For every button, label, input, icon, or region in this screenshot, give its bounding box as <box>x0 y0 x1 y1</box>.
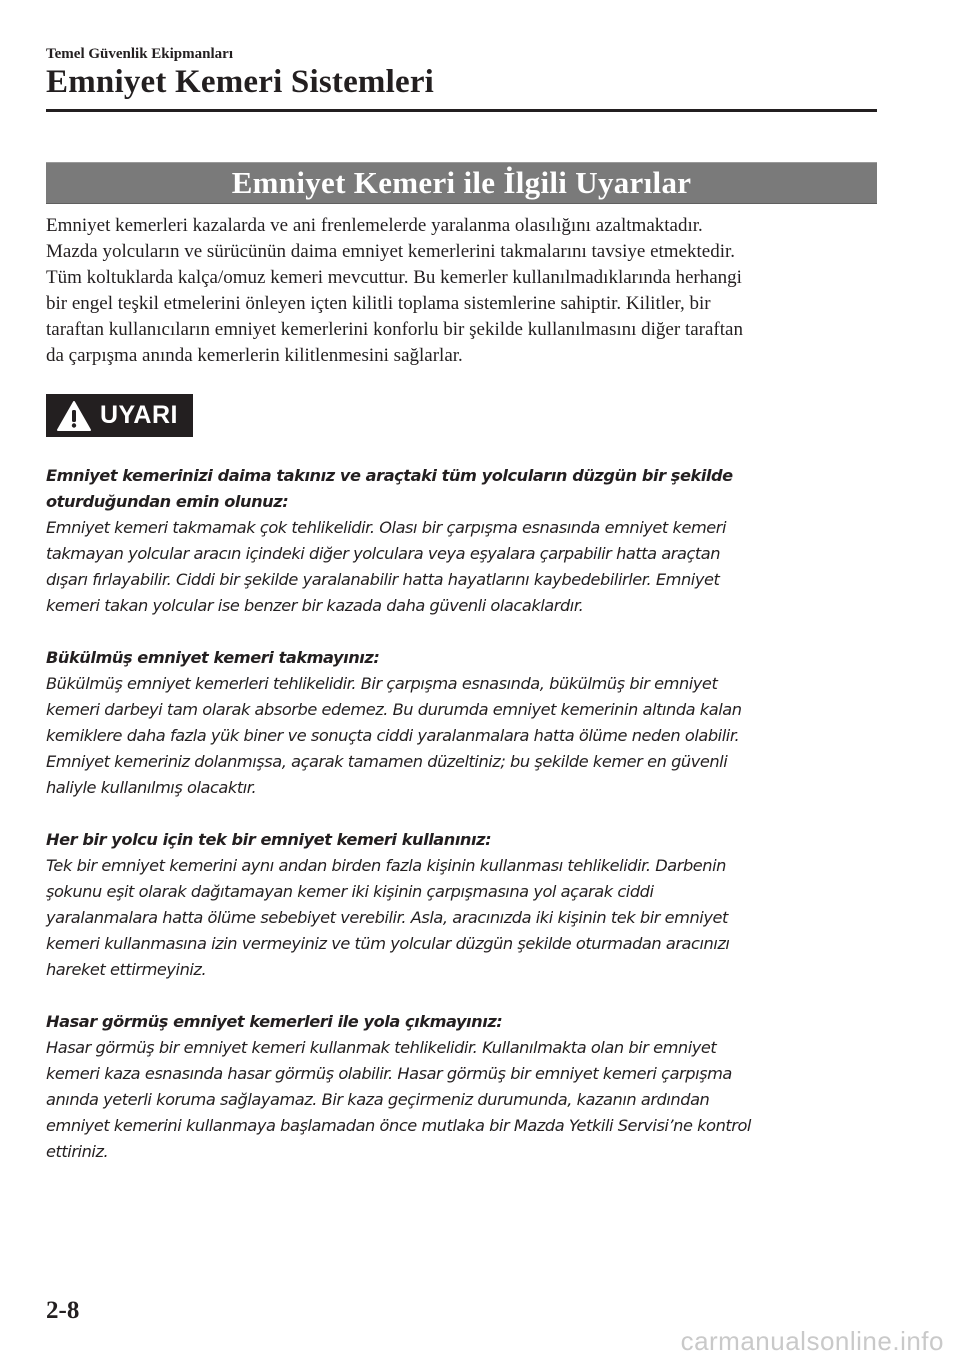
warning-body-line: Hasar görmüş bir emniyet kemeri kullanmak tehlikelidir. Kullanılmakta olan bir emniyet <box>46 1038 717 1057</box>
intro-line: Emniyet kemerleri kazalarda ve ani frenlemelerde yaralanma olasılığını azaltmaktadır. <box>46 215 703 236</box>
warning-heading: oturduğundan emin olunuz: <box>46 492 289 511</box>
warning-body-line: kemeri takan yolcular ise benzer bir kazada daha güvenli olacaklardır. <box>46 596 584 615</box>
warning-body-line: şokunu eşit olarak dağıtamayan kemer iki kişinin çarpışmasına yol açarak ciddi <box>46 882 654 901</box>
warning-body-line: kemeri kullanmasına izin vermeyiniz ve tüm yolcular düzgün şekilde oturmadan aracınızı <box>46 934 730 953</box>
warning-list <box>46 463 886 1191</box>
section-title: Emniyet Kemeri ile İlgili Uyarılar <box>231 165 692 200</box>
chapter-label: Temel Güvenlik Ekipmanları <box>46 46 233 62</box>
warning-body-line: takmayan yolcular aracın içindeki diğer yolculara veya eşyalara çarpabilir hatta araçtan <box>46 544 721 563</box>
warning-body-line: kemeri kaza esnasında hasar görmüş olabilir. Hasar görmüş bir emniyet kemeri çarpışma <box>46 1064 732 1083</box>
warning-body-line: emniyet kemerini kullanmaya başlamadan önce mutlaka bir Mazda Yetkili Servisi’ne kontrol <box>46 1116 751 1135</box>
warning-body-line: Emniyet kemeri takmamak çok tehlikelidir. Olası bir çarpışma esnasında emniyet kemeri <box>46 518 727 537</box>
warning-heading: Emniyet kemerinizi daima takınız ve araçtaki tüm yolcuların düzgün bir şekilde <box>46 466 733 485</box>
warning-heading: Her bir yolcu için tek bir emniyet kemeri kullanınız: <box>46 830 492 849</box>
warning-body-line: kemeri darbeyi tam olarak absorbe edemez. Bu durumda emniyet kemerinin altında kalan <box>46 700 742 719</box>
warning-body-line: hareket ettirmeyiniz. <box>46 960 207 979</box>
section-banner <box>46 162 877 204</box>
warning-body-line: yaralanmalara hatta ölüme sebebiyet verebilir. Asla, aracınızda iki kişinin tek bir emniyet <box>46 908 728 927</box>
intro-line: da çarpışma anında kemerlerin kilitlenmesini sağlarlar. <box>46 345 463 366</box>
warning-item <box>46 827 886 983</box>
intro-line: Mazda yolcuların ve sürücünün daima emniyet kemerlerini takmalarını tavsiye etmektedir. <box>46 241 736 262</box>
intro-paragraph <box>46 213 886 369</box>
warning-body-line: Emniyet kemeriniz dolanmışsa, açarak tamamen düzeltiniz; bu şekilde kemer en güvenli <box>46 752 728 771</box>
warning-body-line: dışarı fırlayabilir. Ciddi bir şekilde yaralanabilir hatta hayatlarını kaybedebilirler. Emniyet <box>46 570 720 589</box>
warning-heading: Hasar görmüş emniyet kemerleri ile yola çıkmayınız: <box>46 1012 503 1031</box>
warning-triangle-icon <box>56 400 92 432</box>
warning-body-line: Tek bir emniyet kemerini aynı andan birden fazla kişinin kullanması tehlikelidir. Darbenin <box>46 856 726 875</box>
warning-body-line: anında yeterli koruma sağlayamaz. Bir kaza geçirmeniz durumunda, kazanın ardından <box>46 1090 710 1109</box>
page-number: 2-8 <box>46 1297 80 1324</box>
warning-badge <box>46 394 193 437</box>
page-title: Emniyet Kemeri Sistemleri <box>46 64 435 100</box>
header-divider <box>46 109 877 112</box>
warning-heading: Bükülmüş emniyet kemeri takmayınız: <box>46 648 380 667</box>
intro-line: Tüm koltuklarda kalça/omuz kemeri mevcuttur. Bu kemerler kullanılmadıklarında herhangi <box>46 267 742 288</box>
warning-body-line: kemiklere daha fazla yük biner ve sonuçta ciddi yaralanmalara hatta ölüme neden olabilir. <box>46 726 740 745</box>
warning-item <box>46 463 886 619</box>
watermark: carmanualsonline.info <box>680 1326 944 1356</box>
warning-label: UYARI <box>100 401 178 429</box>
warning-item <box>46 1009 886 1165</box>
intro-line: bir engel teşkil etmelerini önleyen içten kilitli toplama sistemlerine sahiptir. Kilitler, bir <box>46 293 711 314</box>
warning-body-line: haliyle kullanılmış olacaktır. <box>46 778 257 797</box>
intro-line: taraftan kullanıcıların emniyet kemerlerini konforlu bir şekilde kullanılmasını diğer taraftan <box>46 319 743 340</box>
warning-body-line: Bükülmüş emniyet kemerleri tehlikelidir. Bir çarpışma esnasında, bükülmüş bir emniyet <box>46 674 718 693</box>
warning-item <box>46 645 886 801</box>
warning-body-line: ettiriniz. <box>46 1142 109 1161</box>
